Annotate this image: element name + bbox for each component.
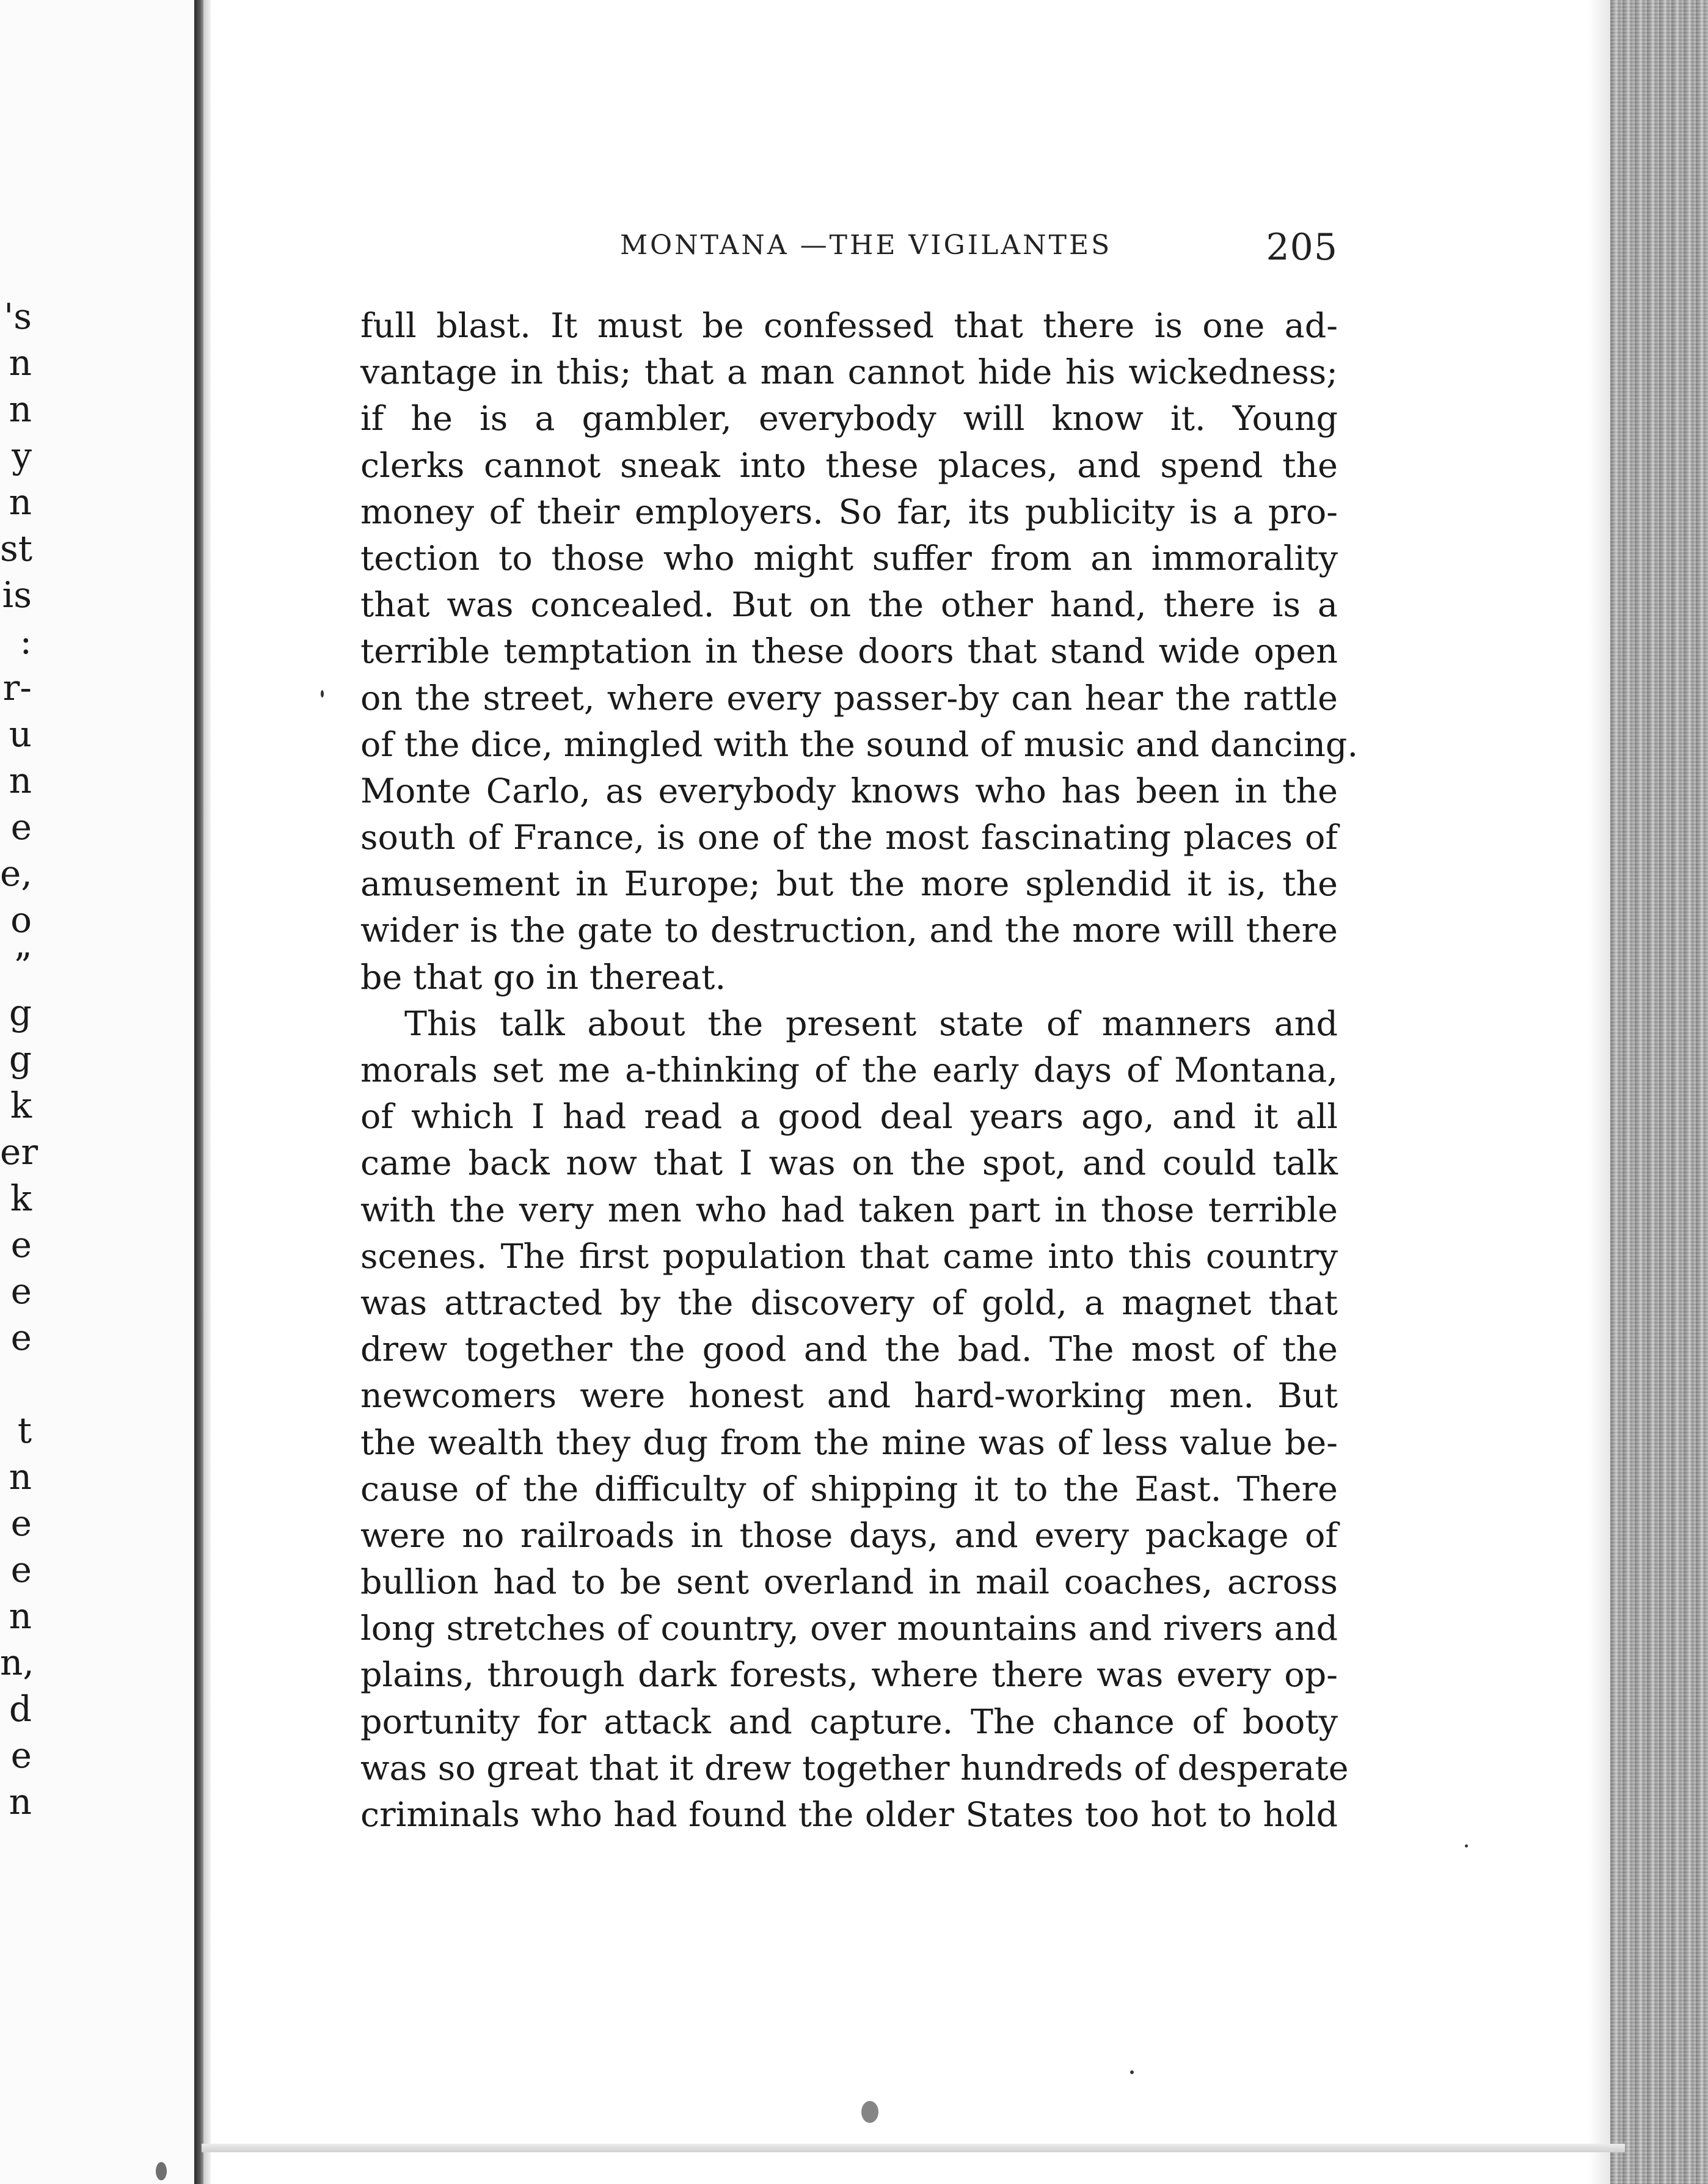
fragment: y bbox=[12, 435, 32, 476]
text-line: This talk about the present state of manners and bbox=[404, 1003, 1338, 1044]
left-page-fragments bbox=[0, 293, 39, 1825]
text-line: cause of the difficulty of shipping it to the East. There bbox=[360, 1469, 1338, 1509]
fragment: e bbox=[10, 1224, 32, 1265]
text-line: plains, through dark forests, where there was every op- bbox=[360, 1655, 1338, 1695]
fragment: o bbox=[10, 899, 32, 941]
fragment: t bbox=[17, 1410, 32, 1451]
text-line: was so great that it drew together hundreds of desperate bbox=[360, 1748, 1349, 1788]
text-line: wider is the gate to destruction, and the more will there bbox=[360, 911, 1338, 951]
text-line: scenes. The first population that came into this country bbox=[360, 1236, 1338, 1276]
fragment: n, bbox=[0, 1642, 34, 1683]
text-line: on the street, where every passer-by can hear the rattle bbox=[360, 678, 1338, 718]
text-line: portunity for attack and capture. The chance of booty bbox=[360, 1702, 1338, 1742]
scan-speck bbox=[321, 690, 324, 697]
paragraph-2 bbox=[360, 1001, 1349, 1838]
text-line: amusement in Europe; but the more splendid it is, the bbox=[360, 864, 1338, 905]
text-line: south of France, is one of the most fascinating places of bbox=[360, 818, 1338, 858]
fragment: is bbox=[2, 574, 32, 616]
scan-speck bbox=[1465, 1844, 1468, 1847]
text-line: long stretches of country, over mountains and rivers and bbox=[360, 1609, 1338, 1649]
fragment: n bbox=[9, 388, 32, 430]
fragment: k bbox=[10, 1178, 32, 1219]
text-line: were no railroads in those days, and every package of bbox=[360, 1515, 1338, 1556]
fragment: e bbox=[10, 1549, 32, 1590]
text-line: full blast. It must be confessed that there is one ad- bbox=[360, 306, 1338, 346]
page-edge-shadow bbox=[1588, 0, 1613, 2184]
left-facing-page bbox=[0, 0, 194, 2184]
body-text bbox=[360, 303, 1359, 1838]
running-title: MONTANA —THE VIGILANTES bbox=[620, 230, 1112, 261]
paragraph-1 bbox=[360, 303, 1359, 1001]
fragment: e bbox=[10, 806, 32, 848]
page-bottom-shadow bbox=[202, 2144, 1625, 2152]
text-line: newcomers were honest and hard-working men. But bbox=[360, 1376, 1338, 1416]
text-line: money of their employers. So far, its publicity is a pro- bbox=[360, 492, 1338, 532]
scan-speck bbox=[1130, 2070, 1134, 2074]
fragment: g bbox=[9, 1038, 32, 1080]
fragment: n bbox=[9, 1595, 32, 1637]
text-line: tection to those who might suffer from an immorality bbox=[360, 538, 1338, 578]
text-line: came back now that I was on the spot, and could talk bbox=[360, 1143, 1338, 1184]
text-line: be that go in thereat. bbox=[360, 957, 726, 997]
fragment: e bbox=[10, 1270, 32, 1312]
fragment: n bbox=[9, 342, 32, 384]
book-gutter-highlight bbox=[203, 0, 211, 2184]
text-line: of the dice, mingled with the sound of music and dancing. bbox=[360, 724, 1359, 765]
fragment: u bbox=[9, 713, 32, 755]
fragment-gap bbox=[0, 1361, 39, 1407]
text-line: of which I had read a good deal years ago, and it all bbox=[360, 1097, 1338, 1137]
text-line: if he is a gambler, everybody will know it. Young bbox=[360, 399, 1338, 439]
scan-speck bbox=[156, 2162, 167, 2180]
fragment: g bbox=[9, 992, 32, 1033]
fragment: n bbox=[9, 1781, 32, 1822]
text-line: Monte Carlo, as everybody knows who has been in the bbox=[360, 771, 1338, 811]
scan-speck bbox=[861, 2101, 878, 2123]
fragment: e bbox=[10, 1317, 32, 1358]
text-line: morals set me a-thinking of the early days of Montana, bbox=[360, 1050, 1338, 1090]
text-line: was attracted by the discovery of gold, a magnet that bbox=[360, 1283, 1338, 1323]
fragment: k bbox=[10, 1085, 32, 1126]
text-line: terrible temptation in these doors that stand wide open bbox=[360, 632, 1338, 672]
text-line: clerks cannot sneak into these places, and spend the bbox=[360, 445, 1338, 486]
page-stack-edge bbox=[1610, 0, 1708, 2184]
text-line: criminals who had found the older States too hot to hold bbox=[360, 1795, 1338, 1835]
fragment: d bbox=[9, 1688, 32, 1730]
text-line: vantage in this; that a man cannot hide his wickedness; bbox=[360, 352, 1338, 393]
fragment: n bbox=[9, 481, 32, 523]
fragment: e bbox=[10, 1734, 32, 1776]
fragment: er bbox=[0, 1131, 38, 1173]
fragment: ” bbox=[13, 945, 32, 987]
page-number: 205 bbox=[1266, 226, 1338, 269]
fragment: r- bbox=[2, 667, 32, 708]
fragment: n bbox=[9, 760, 32, 801]
running-head bbox=[620, 226, 1338, 269]
text-line: that was concealed. But on the other hand, there is a bbox=[360, 585, 1338, 625]
fragment: st bbox=[0, 528, 33, 569]
fragment: n bbox=[9, 1456, 32, 1498]
text-line: drew together the good and the bad. The most of the bbox=[360, 1330, 1338, 1370]
fragment: : bbox=[20, 621, 32, 662]
fragment: e bbox=[10, 1502, 32, 1544]
text-line: the wealth they dug from the mine was of less value be- bbox=[360, 1422, 1338, 1463]
fragment: e, bbox=[0, 853, 32, 894]
text-line: with the very men who had taken part in those terrible bbox=[360, 1190, 1338, 1230]
text-line: bullion had to be sent overland in mail coaches, across bbox=[360, 1562, 1338, 1603]
fragment: 's bbox=[4, 296, 32, 337]
